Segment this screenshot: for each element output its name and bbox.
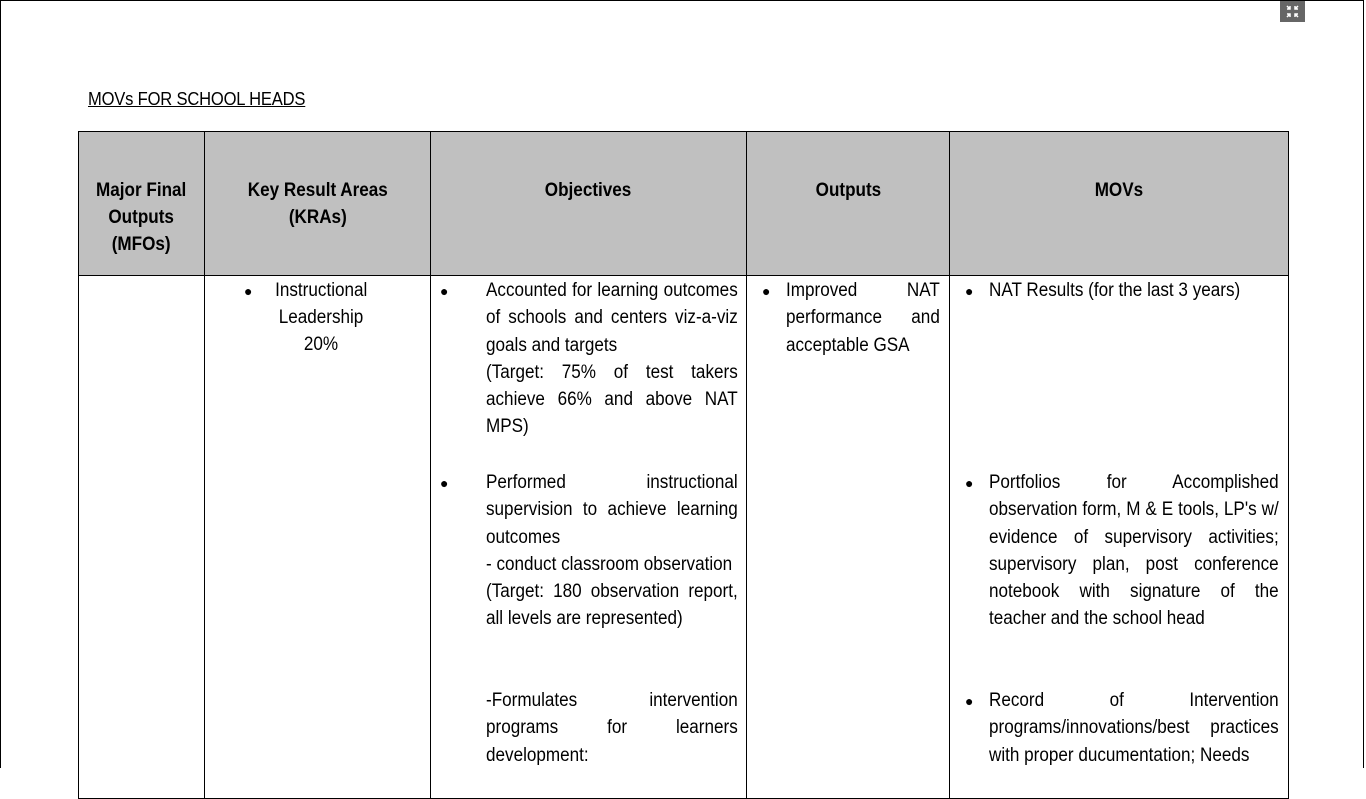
kra-line-1: Instructional (274, 280, 368, 301)
mov-3: Record of Intervention programs/innovations/best practices with proper ducumentation; Needs (989, 690, 1279, 766)
objective-3: -Formulates intervention programs for learners development: (486, 690, 738, 766)
mov-1: NAT Results (for the last 3 years) (989, 280, 1241, 301)
header-objectives: Objectives (431, 132, 747, 276)
header-movs: MOVs (950, 132, 1289, 276)
mov-2: Portfolios for Accomplished observation form, M & E tools, LP's w/ evidence of supervisory activities; supervisory plan, post conference notebook with signature of the teacher and the school head (989, 472, 1279, 630)
objective-1: Accounted for learning outcomes of schools and centers viz-a-viz goals and targets (Target: 75% of test takers achieve 66% and above NAT MPS) (486, 280, 738, 438)
objective-2: Performed instructional supervision to achieve learning outcomes - conduct classroom observation (Target: 180 observation report, all levels are represented) (486, 472, 738, 630)
cell-movs (950, 276, 1289, 799)
output-1: Improved NAT performance and acceptable GSA (786, 280, 940, 356)
bullet-icon: ● (440, 475, 449, 491)
bullet-icon: ● (965, 693, 974, 709)
table-header-row (79, 132, 1289, 276)
bullet-icon: ● (440, 283, 449, 299)
expand-icon[interactable] (1280, 1, 1305, 22)
bullet-icon: ● (965, 283, 974, 299)
kra-line-2: Leadership (278, 307, 364, 328)
header-mfo: Major Final Outputs (MFOs) (79, 132, 205, 276)
header-kra: Key Result Areas (KRAs) (205, 132, 431, 276)
bullet-icon: ● (762, 283, 771, 299)
cell-mfo (79, 276, 205, 799)
document-title: MOVs FOR SCHOOL HEADS (88, 89, 306, 109)
header-outputs: Outputs (747, 132, 950, 276)
cell-kra (205, 276, 431, 799)
table-row (79, 276, 1289, 799)
bullet-icon: ● (244, 283, 253, 299)
cell-outputs (747, 276, 950, 799)
cell-objectives (431, 276, 747, 799)
kra-weight: 20% (303, 334, 339, 355)
bullet-icon: ● (965, 475, 974, 491)
movs-table (78, 131, 1289, 799)
